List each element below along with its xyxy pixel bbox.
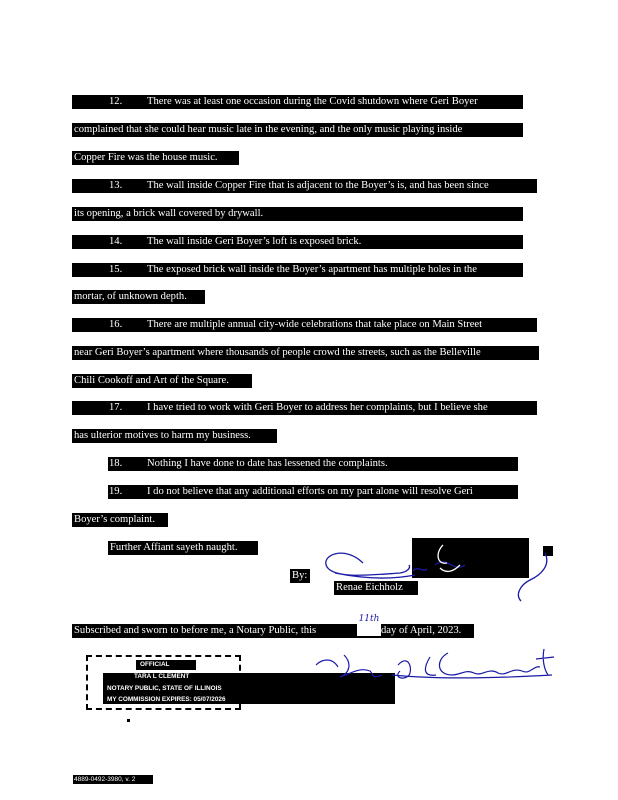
- subscribed-text-post: day of April, 2023.: [381, 625, 462, 636]
- p12-line1: [72, 95, 523, 109]
- p15-text-1: The exposed brick wall inside the Boyer’s apartment has multiple holes in the: [147, 264, 477, 275]
- p19-line2: Boyer’s complaint.: [72, 513, 168, 527]
- p13-text-1: The wall inside Copper Fire that is adjacent to the Boyer’s is, and has been since: [147, 180, 489, 191]
- p19-text-1: I do not believe that any additional efforts on my part alone will resolve Geri: [147, 486, 473, 497]
- p14-number: 14.: [109, 236, 123, 247]
- further-affiant-text: Further Affiant sayeth naught.: [108, 541, 258, 555]
- p16-line2: near Geri Boyer’s apartment where thousands of people crowd the streets, such as the Belleville: [72, 346, 539, 360]
- p13-line1: [72, 179, 537, 193]
- notary-stamp-title: OFFICIAL: [140, 661, 170, 668]
- p18-number: 18.: [109, 458, 123, 469]
- handwritten-day: 11th: [357, 614, 381, 636]
- notary-stamp-state: NOTARY PUBLIC, STATE OF ILLINOIS: [107, 685, 222, 692]
- footer-doc-id: 4889-0492-3980, v. 2: [73, 775, 153, 784]
- p17-text-1: I have tried to work with Geri Boyer to address her complaints, but I believe she: [147, 402, 488, 413]
- p16-text-1: There are multiple annual city-wide celebrations that take place on Main Street: [147, 319, 483, 330]
- p16-line3: Chili Cookoff and Art of the Square.: [72, 374, 252, 388]
- notary-signature-ink: [312, 645, 557, 690]
- p17-line2: has ulterior motives to harm my business.: [72, 429, 277, 443]
- p19-line1: [108, 485, 518, 499]
- p17-line1: [72, 401, 537, 415]
- stray-dot: [127, 719, 130, 722]
- notary-stamp-expiry: MY COMMISSION EXPIRES: 05/07/2026: [107, 696, 226, 703]
- signer-name: Renae Eichholz: [334, 581, 418, 595]
- p12-line2: complained that she could hear music late in the evening, and the only music playing inside: [72, 123, 523, 137]
- p15-line1: [72, 263, 523, 277]
- notary-stamp-name: TARA L CLEMENT: [134, 673, 190, 680]
- p18-line1: [108, 457, 518, 471]
- notary-public-label: Notary Public: [328, 681, 388, 692]
- p18-text-1: Nothing I have done to date has lessened the complaints.: [147, 458, 388, 469]
- p15-number: 15.: [109, 264, 123, 275]
- p12-line3: Copper Fire was the house music.: [72, 151, 239, 165]
- subscribed-line: [72, 624, 474, 638]
- p13-number: 13.: [109, 180, 123, 191]
- p19-number: 19.: [109, 486, 123, 497]
- p17-number: 17.: [109, 402, 123, 413]
- by-label: By:: [290, 569, 310, 583]
- p12-text-1: There was at least one occasion during the Covid shutdown where Geri Boyer: [147, 96, 478, 107]
- p12-number: 12.: [109, 96, 123, 107]
- p14-line1: [72, 235, 523, 249]
- p16-number: 16.: [109, 319, 123, 330]
- p14-text-1: The wall inside Geri Boyer’s loft is exposed brick.: [147, 236, 362, 247]
- affiant-signature-ink: [315, 535, 555, 605]
- subscribed-text-pre: Subscribed and sworn to before me, a Notary Public, this: [74, 625, 317, 636]
- p16-line1: [72, 318, 537, 332]
- p15-line2: mortar, of unknown depth.: [72, 290, 205, 304]
- p13-line2: its opening, a brick wall covered by drywall.: [72, 207, 523, 221]
